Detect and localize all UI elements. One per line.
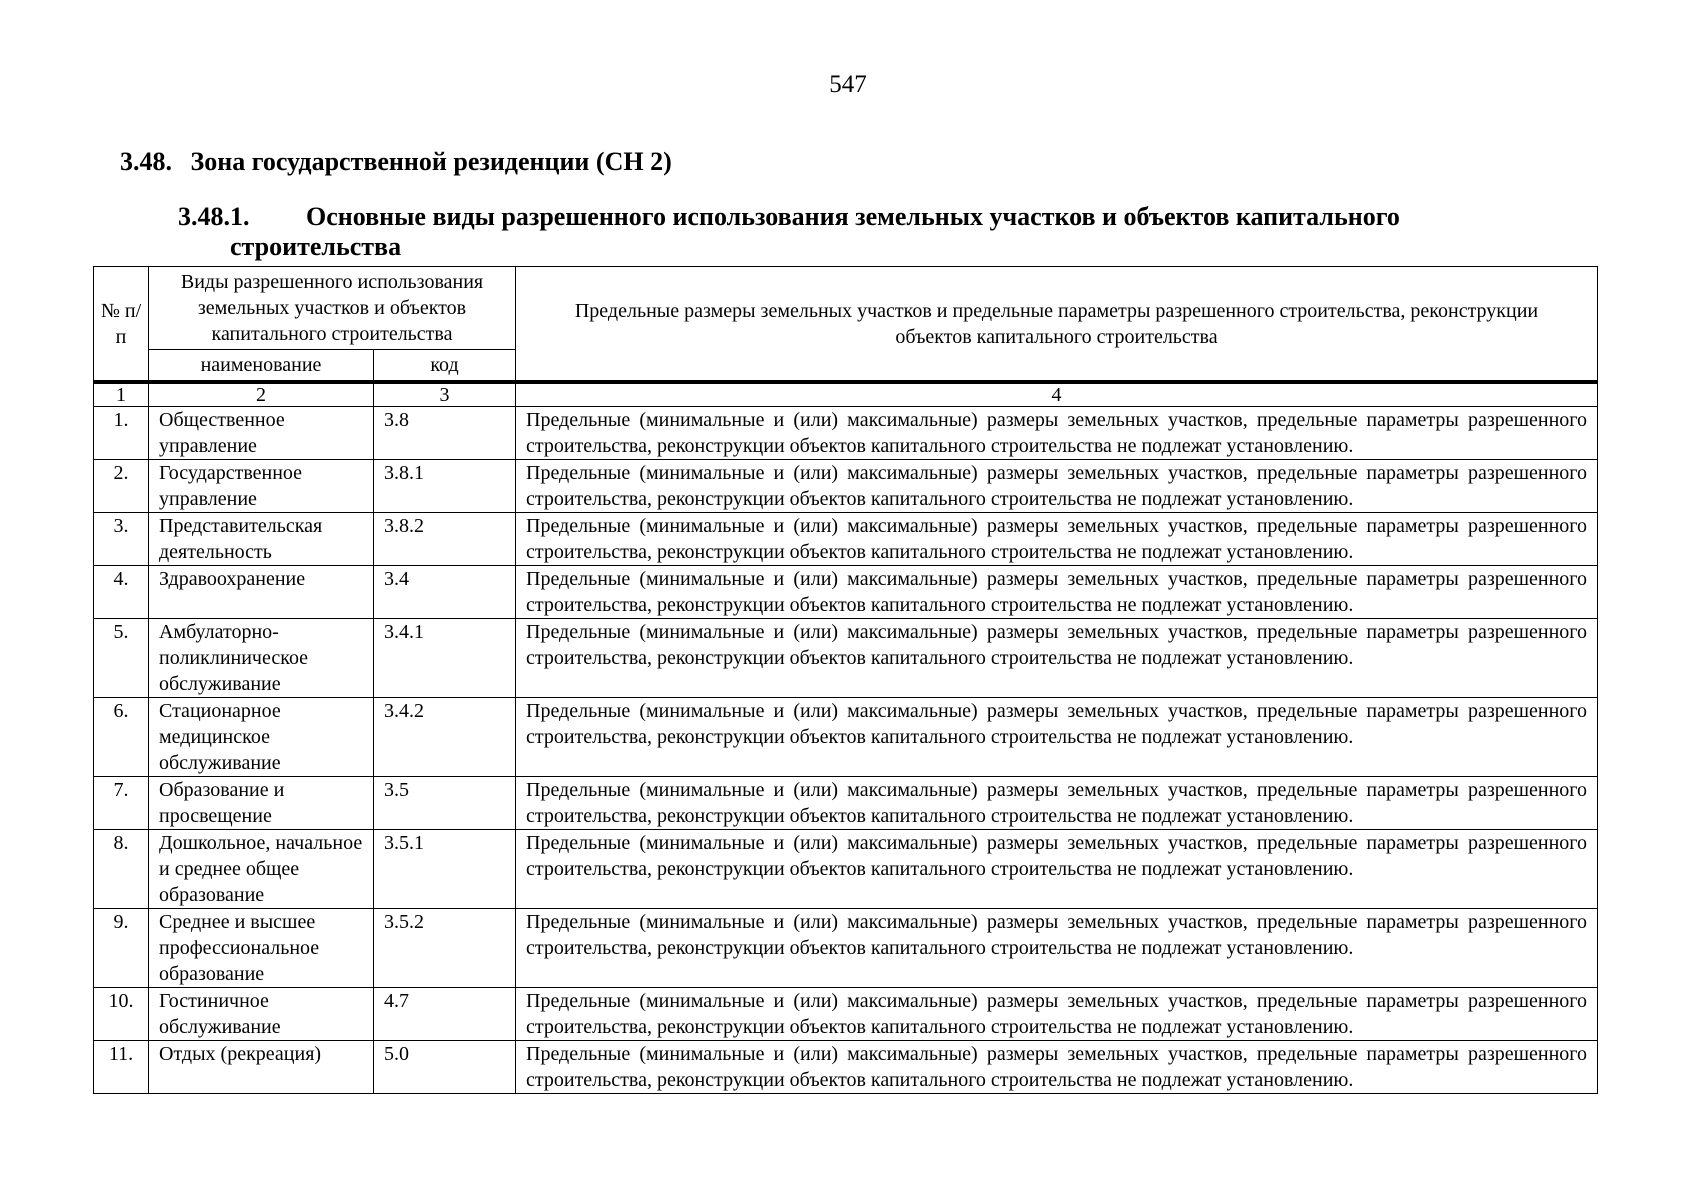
table-header <box>94 267 1598 383</box>
table-row <box>94 698 1598 777</box>
section-number: 3.48. <box>120 147 172 176</box>
table-row <box>94 830 1598 909</box>
table-row <box>94 566 1598 619</box>
header-code: код <box>374 350 516 383</box>
column-number: 4 <box>516 382 1598 407</box>
row-number: 5. <box>94 619 149 698</box>
use-code: 3.5 <box>374 777 516 830</box>
table-row <box>94 407 1598 460</box>
header-kinds: Виды разрешенного использования земельных участков и объектов капитального строительства <box>149 267 516 350</box>
row-number: 10. <box>94 988 149 1041</box>
section-title: Зона государственной резиденции (СН 2) <box>190 147 672 176</box>
row-number: 1. <box>94 407 149 460</box>
limits-text: Предельные (минимальные и (или) максимальные) размеры земельных участков, предельные параметры разрешенного строительства, реконструкции объектов капитального строительства не подлежат установлению. <box>516 830 1598 909</box>
row-number: 6. <box>94 698 149 777</box>
section-heading <box>120 146 672 178</box>
table-row <box>94 1041 1598 1094</box>
row-number: 9. <box>94 909 149 988</box>
row-number: 7. <box>94 777 149 830</box>
column-number: 1 <box>94 382 149 407</box>
use-code: 5.0 <box>374 1041 516 1094</box>
use-name: Общественное управление <box>149 407 374 460</box>
use-name: Отдых (рекреация) <box>149 1041 374 1094</box>
use-name: Дошкольное, начальное и среднее общее образование <box>149 830 374 909</box>
column-number: 2 <box>149 382 374 407</box>
header-name: наименование <box>149 350 374 383</box>
table-row <box>94 619 1598 698</box>
limits-text: Предельные (минимальные и (или) максимальные) размеры земельных участков, предельные параметры разрешенного строительства, реконструкции объектов капитального строительства не подлежат установлению. <box>516 777 1598 830</box>
limits-text: Предельные (минимальные и (или) максимальные) размеры земельных участков, предельные параметры разрешенного строительства, реконструкции объектов капитального строительства не подлежат установлению. <box>516 909 1598 988</box>
limits-text: Предельные (минимальные и (или) максимальные) размеры земельных участков, предельные параметры разрешенного строительства, реконструкции объектов капитального строительства не подлежат установлению. <box>516 619 1598 698</box>
use-code: 3.5.2 <box>374 909 516 988</box>
limits-text: Предельные (минимальные и (или) максимальные) размеры земельных участков, предельные параметры разрешенного строительства, реконструкции объектов капитального строительства не подлежат установлению. <box>516 988 1598 1041</box>
use-code: 3.8.1 <box>374 460 516 513</box>
table-row <box>94 513 1598 566</box>
limits-text: Предельные (минимальные и (или) максимальные) размеры земельных участков, предельные параметры разрешенного строительства, реконструкции объектов капитального строительства не подлежат установлению. <box>516 460 1598 513</box>
use-code: 3.4.2 <box>374 698 516 777</box>
table-row <box>94 777 1598 830</box>
use-code: 3.4 <box>374 566 516 619</box>
subsection-heading <box>178 202 1618 262</box>
use-code: 3.5.1 <box>374 830 516 909</box>
limits-text: Предельные (минимальные и (или) максимальные) размеры земельных участков, предельные параметры разрешенного строительства, реконструкции объектов капитального строительства не подлежат установлению. <box>516 1041 1598 1094</box>
limits-text: Предельные (минимальные и (или) максимальные) размеры земельных участков, предельные параметры разрешенного строительства, реконструкции объектов капитального строительства не подлежат установлению. <box>516 407 1598 460</box>
column-number: 3 <box>374 382 516 407</box>
subsection-number: 3.48.1. <box>178 202 250 231</box>
subsection-title-line1: Основные виды разрешенного использования земельных участков и объектов капитального <box>306 202 1400 231</box>
use-code: 3.4.1 <box>374 619 516 698</box>
limits-text: Предельные (минимальные и (или) максимальные) размеры земельных участков, предельные параметры разрешенного строительства, реконструкции объектов капитального строительства не подлежат установлению. <box>516 698 1598 777</box>
table-row <box>94 909 1598 988</box>
row-number: 11. <box>94 1041 149 1094</box>
limits-text: Предельные (минимальные и (или) максимальные) размеры земельных участков, предельные параметры разрешенного строительства, реконструкции объектов капитального строительства не подлежат установлению. <box>516 566 1598 619</box>
use-name: Образование и просвещение <box>149 777 374 830</box>
use-code: 3.8 <box>374 407 516 460</box>
use-name: Среднее и высшее профессиональное образование <box>149 909 374 988</box>
use-name: Государственное управление <box>149 460 374 513</box>
use-name: Здравоохранение <box>149 566 374 619</box>
use-code: 3.8.2 <box>374 513 516 566</box>
table-body <box>94 382 1598 1094</box>
use-name: Гостиничное обслуживание <box>149 988 374 1041</box>
row-number: 8. <box>94 830 149 909</box>
column-number-row <box>94 382 1598 407</box>
use-name: Представительская деятельность <box>149 513 374 566</box>
limits-text: Предельные (минимальные и (или) максимальные) размеры земельных участков, предельные параметры разрешенного строительства, реконструкции объектов капитального строительства не подлежат установлению. <box>516 513 1598 566</box>
subsection-title-line2: строительства <box>230 232 402 261</box>
use-name: Амбулаторно-поликлиническое обслуживание <box>149 619 374 698</box>
use-code: 4.7 <box>374 988 516 1041</box>
row-number: 4. <box>94 566 149 619</box>
header-number: № п/п <box>94 267 149 383</box>
header-limits: Предельные размеры земельных участков и предельные параметры разрешенного строительства, реконструкции объектов капитального строительства <box>516 267 1598 383</box>
table-row <box>94 460 1598 513</box>
table-row <box>94 988 1598 1041</box>
row-number: 2. <box>94 460 149 513</box>
use-name: Стационарное медицинское обслуживание <box>149 698 374 777</box>
page-number: 547 <box>829 71 867 98</box>
row-number: 3. <box>94 513 149 566</box>
permitted-use-table <box>93 266 1598 1094</box>
